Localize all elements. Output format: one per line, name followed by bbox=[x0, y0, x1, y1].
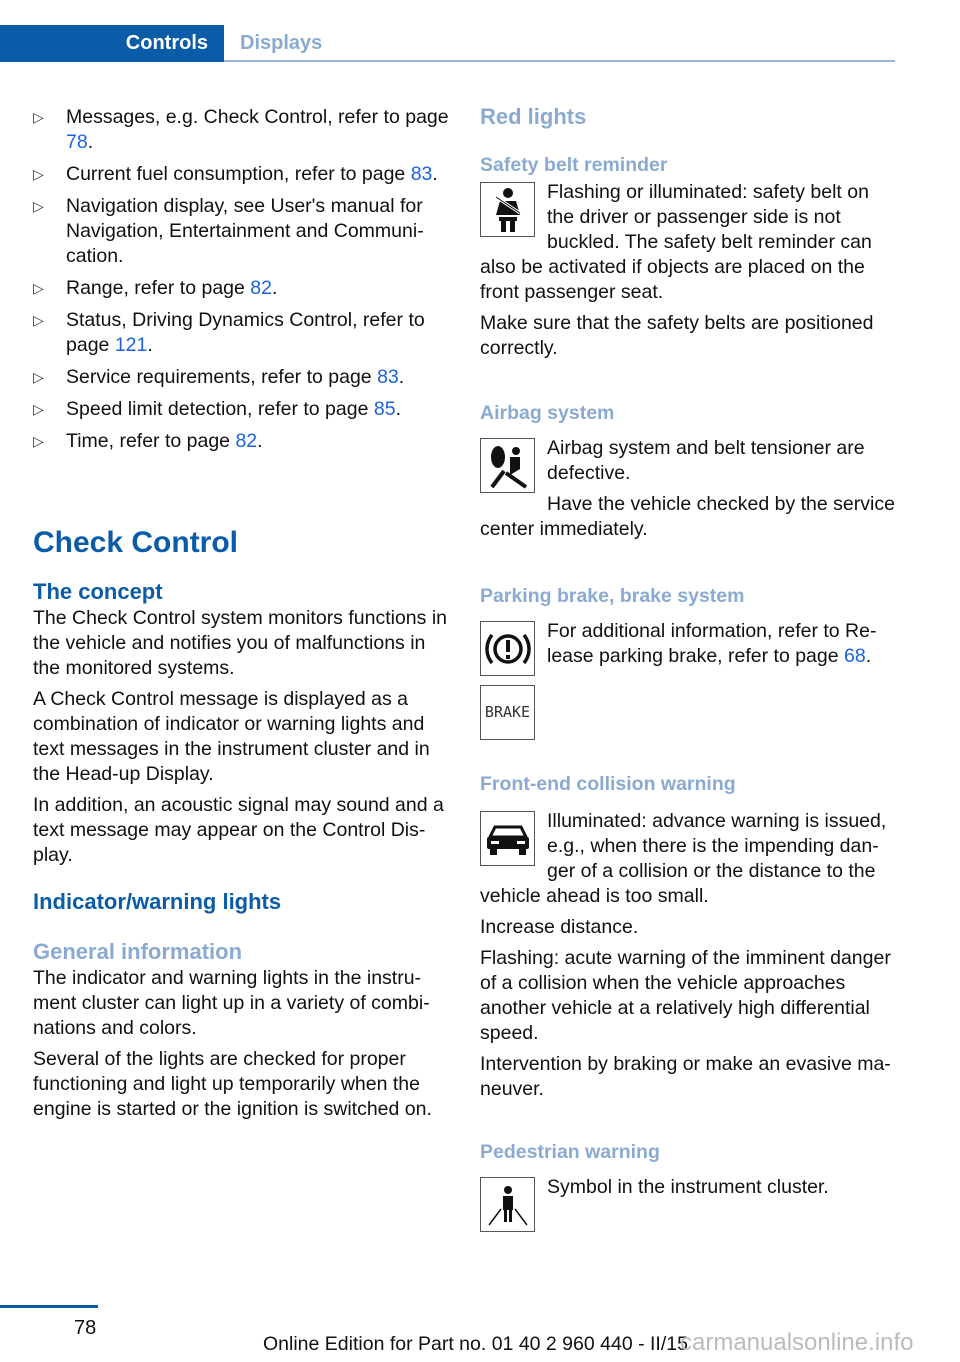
bullet-item bbox=[33, 365, 451, 390]
period: . bbox=[87, 131, 94, 153]
bullet-text: Messages, e.g. Check Control, refer to page bbox=[66, 106, 449, 128]
watermark: carmanualsonline.info bbox=[680, 1329, 914, 1356]
paragraph: Flashing: acute warning of the imminent danger of a collision when the vehicle approaches another vehicle at a relatively high differential speed. bbox=[480, 947, 891, 1044]
bullet-text: Range, refer to page bbox=[66, 277, 251, 299]
page-link[interactable]: 78 bbox=[66, 131, 88, 153]
triangle-bullet-icon: ▷ bbox=[33, 280, 44, 296]
paragraph: The Check Control system monitors functions in the vehicle and notifies you of malfunctions in the monitored systems. bbox=[33, 607, 447, 679]
page-link[interactable]: 121 bbox=[114, 334, 148, 356]
footer-rule bbox=[0, 1305, 98, 1308]
period: . bbox=[432, 163, 438, 185]
paragraph: Several of the lights are checked for proper functioning and light up temporarily when the engine is started or the ignition is switched on. bbox=[33, 1048, 432, 1120]
check-control-section bbox=[33, 525, 451, 1128]
car-front-icon bbox=[480, 811, 535, 866]
bullet-item bbox=[33, 397, 451, 422]
triangle-bullet-icon: ▷ bbox=[33, 401, 44, 417]
red-lights-heading: Red lights bbox=[480, 104, 587, 129]
triangle-bullet-icon: ▷ bbox=[33, 166, 44, 182]
bullet-item bbox=[33, 308, 451, 358]
period: . bbox=[147, 334, 153, 356]
bullet-list bbox=[33, 105, 451, 454]
period: . bbox=[257, 430, 263, 452]
period: . bbox=[398, 366, 405, 388]
page-link[interactable]: 82 bbox=[250, 277, 272, 299]
bullet-text: Navigation display, see User's manual for Navigation, Entertainment and Communication. bbox=[66, 195, 424, 267]
indicator-heading: Indicator/warning lights bbox=[33, 889, 282, 914]
bullet-item bbox=[33, 162, 451, 187]
page-link[interactable]: 83 bbox=[377, 366, 399, 388]
general-heading: General information bbox=[33, 939, 243, 964]
bullet-text: Service requirements, refer to page bbox=[66, 366, 378, 388]
tab-controls[interactable]: Controls bbox=[0, 25, 224, 62]
brake-warning-icon bbox=[480, 621, 535, 676]
belt-heading: Safety belt reminder bbox=[480, 154, 668, 176]
paragraph: Intervention by braking or make an evasive maneuver. bbox=[480, 1053, 891, 1100]
bullet-text: Speed limit detection, refer to page bbox=[66, 398, 374, 420]
triangle-bullet-icon: ▷ bbox=[33, 109, 44, 125]
chapter-tabs bbox=[0, 25, 895, 62]
paragraph: Illuminated: advance warning is issued, e.g., when there is the impending danger of a collision or the distance to the vehicle ahead is too small. bbox=[480, 810, 887, 907]
paragraph bbox=[480, 619, 898, 669]
paragraph: Make sure that the safety belts are positioned correctly. bbox=[480, 312, 874, 359]
brake-text-icon: BRAKE bbox=[480, 685, 535, 740]
bullet-item bbox=[33, 194, 451, 269]
page-link[interactable]: 83 bbox=[410, 163, 433, 185]
paragraph: Increase distance. bbox=[480, 916, 639, 938]
airbag-heading: Airbag system bbox=[480, 402, 615, 424]
triangle-bullet-icon: ▷ bbox=[33, 369, 44, 385]
bullet-text: Status, Driving Dynamics Control, refer to page bbox=[66, 309, 425, 356]
red-lights-section bbox=[480, 103, 898, 1236]
bullet-item bbox=[33, 429, 451, 454]
page-link[interactable]: 68 bbox=[844, 645, 866, 667]
triangle-bullet-icon: ▷ bbox=[33, 312, 44, 328]
bullet-text: Current fuel consumption, refer to page bbox=[66, 163, 411, 185]
left-column bbox=[33, 105, 451, 461]
paragraph: Symbol in the instrument cluster. bbox=[547, 1176, 829, 1198]
seatbelt-icon bbox=[480, 182, 535, 237]
paragraph: In addition, an acoustic signal may sound and a text message may appear on the Control Display. bbox=[33, 794, 444, 866]
page-number: 78 bbox=[74, 1317, 97, 1339]
bullet-text: Time, refer to page bbox=[66, 430, 236, 452]
bullet-item bbox=[33, 105, 451, 155]
paragraph: Airbag system and belt tensioner are defective. bbox=[547, 437, 865, 484]
collision-heading: Front-end collision warning bbox=[480, 773, 736, 795]
edition-text: Online Edition for Part no. 01 40 2 960 440 - II/15 bbox=[263, 1333, 688, 1355]
paragraph: A Check Control message is displayed as a combination of indicator or warning lights and text messages in the instrument cluster and in the Head-up Display. bbox=[33, 688, 430, 785]
page-link[interactable]: 85 bbox=[373, 398, 396, 420]
period: . bbox=[865, 645, 872, 667]
page-link[interactable]: 82 bbox=[235, 430, 258, 452]
tab-displays[interactable]: Displays bbox=[240, 32, 323, 54]
airbag-icon bbox=[480, 438, 535, 493]
paragraph: Have the vehicle checked by the service center immediately. bbox=[480, 493, 895, 540]
brake-heading: Parking brake, brake system bbox=[480, 585, 745, 607]
period: . bbox=[272, 277, 278, 299]
bullet-item bbox=[33, 276, 451, 301]
triangle-bullet-icon: ▷ bbox=[33, 433, 44, 449]
period: . bbox=[395, 398, 401, 420]
paragraph: The indicator and warning lights in the instrument cluster can light up in a variety of combinations and colors. bbox=[33, 967, 430, 1039]
paragraph: Flashing or illuminated: safety belt on the driver or passenger side is not buckled. The safety belt reminder can also be activated if objects are placed on the front passenger seat. bbox=[480, 181, 872, 303]
triangle-bullet-icon: ▷ bbox=[33, 198, 44, 214]
brake-text: For additional information, refer to Release parking brake, refer to page bbox=[547, 620, 877, 667]
pedestrian-heading: Pedestrian warning bbox=[480, 1141, 660, 1163]
pedestrian-icon bbox=[480, 1177, 535, 1232]
concept-heading: The concept bbox=[33, 579, 163, 604]
section-title: Check Control bbox=[33, 526, 239, 559]
